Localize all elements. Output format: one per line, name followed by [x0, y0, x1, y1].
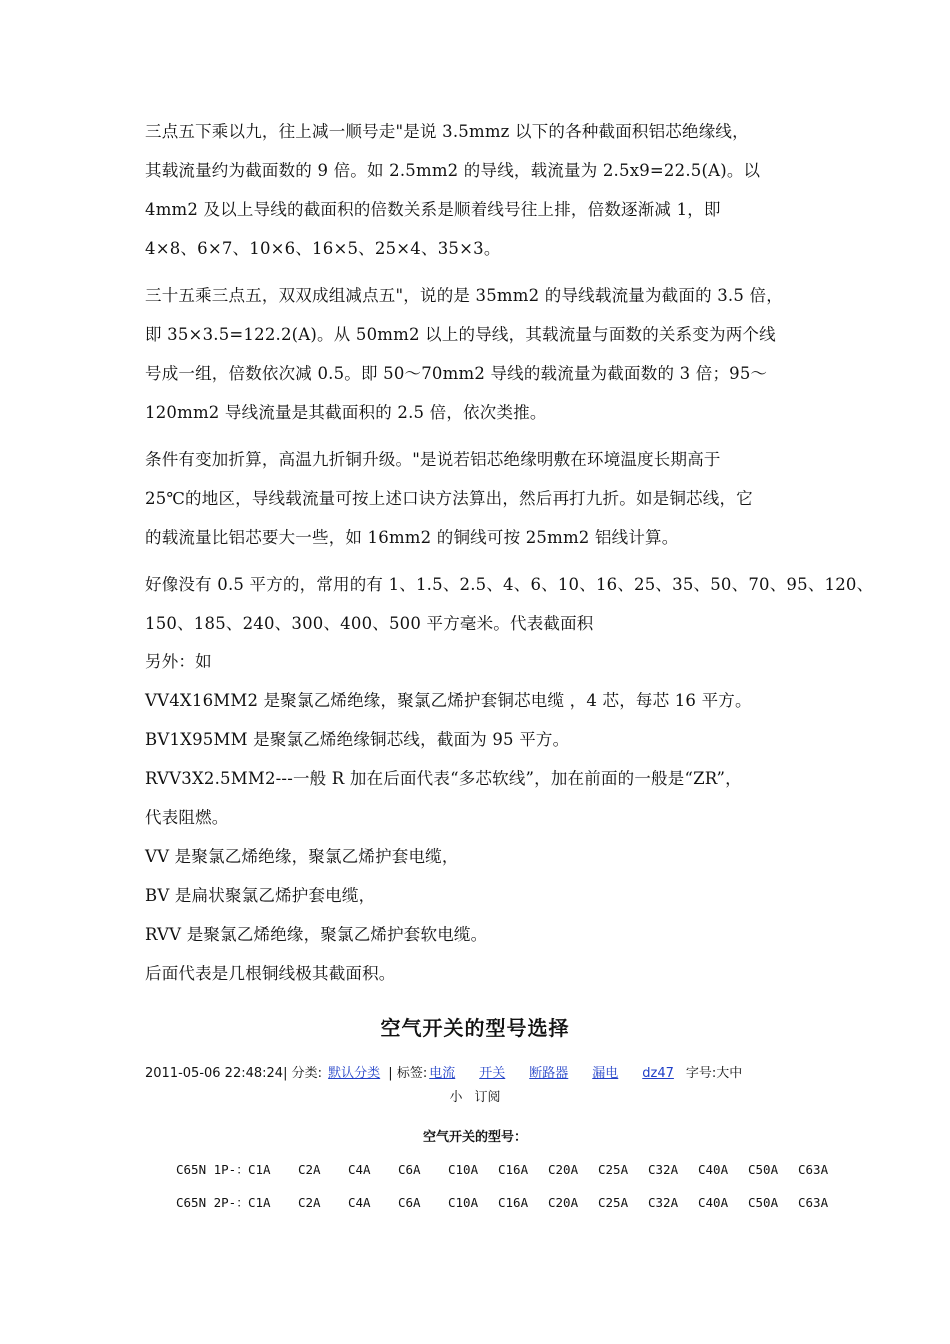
font-size-label: 字号: [685, 1066, 717, 1081]
text-line: 三十五乘三点五，双双成组减点五"，说的是 35mm2 的导线载流量为截面的 3.5 倍， [145, 286, 783, 305]
article-meta [145, 1062, 815, 1086]
model-value: C10A [448, 1162, 479, 1177]
model-value: C16A [498, 1195, 529, 1210]
model-value: C6A [398, 1195, 421, 1210]
tag-link[interactable]: 开关 [479, 1066, 506, 1081]
model-value: C4A [348, 1162, 371, 1177]
category-label: 分类: [291, 1066, 322, 1081]
text-line: 条件有变加折算，高温九折铜升级。"是说若铝芯绝缘明敷在环境温度长期高于 [145, 450, 721, 469]
model-value: C32A [648, 1162, 679, 1177]
post-date: 2011-05-06 22:48:24| [145, 1066, 288, 1081]
model-value: C20A [548, 1195, 579, 1210]
model-value: C40A [698, 1195, 729, 1210]
tag-link[interactable]: 电流 [429, 1066, 456, 1081]
article-body [145, 112, 874, 993]
text-line: VV4X16MM2 是聚氯乙烯绝缘，聚氯乙烯护套铜芯电缆 ，4 芯，每芯 16 平方。 [145, 691, 752, 710]
subscribe-link[interactable]: 订阅 [474, 1090, 501, 1105]
text-line: 的载流量比铝芯要大一些，如 16mm2 的铜线可按 25mm2 铝线计算。 [145, 528, 679, 547]
models-heading: 空气开关的型号： [422, 1130, 527, 1145]
article-meta-continued [0, 1088, 950, 1108]
tags-label: 标签: [396, 1066, 428, 1081]
model-value: C10A [448, 1195, 479, 1210]
model-value: C20A [548, 1162, 579, 1177]
model-value: C4A [348, 1195, 371, 1210]
model-value: C16A [498, 1162, 529, 1177]
model-prefix: C65N 2P-： [176, 1195, 249, 1210]
text-line: 4mm2 及以上导线的截面积的倍数关系是顺着线号往上排，倍数逐渐减 1，即 [145, 200, 721, 219]
text-line: 其载流量约为截面数的 9 倍。如 2.5mm2 的导线，载流量为 2.5x9=22.5(A)。以 [145, 161, 761, 180]
model-value: C1A [248, 1195, 271, 1210]
text-line: 代表阻燃。 [145, 808, 229, 827]
text-line: 25℃的地区，导线载流量可按上述口诀方法算出，然后再打九折。如是铜芯线，它 [145, 489, 753, 508]
text-line: BV 是扁状聚氯乙烯护套电缆， [145, 886, 376, 905]
font-size-small-option[interactable]: 小 [449, 1090, 463, 1105]
article-title: 空气开关的型号选择 [380, 1016, 570, 1040]
model-value: C50A [748, 1195, 779, 1210]
text-line: 号成一组，倍数依次减 0.5。即 50～70mm2 导线的载流量为截面数的 3 倍；95～ [145, 364, 768, 383]
paragraph-large-wire [145, 276, 825, 432]
text-line: 后面代表是几根铜线极其截面积。 [145, 964, 396, 983]
paragraph-common-sizes [145, 565, 874, 643]
model-value: C32A [648, 1195, 679, 1210]
text-line: RVV 是聚氯乙烯绝缘，聚氯乙烯护套软电缆。 [145, 925, 488, 944]
text-line: 即 35×3.5=122.2(A)。从 50mm2 以上的导线，其载流量与面数的关系变为两个线 [145, 325, 776, 344]
font-size-large-option[interactable]: 大 [716, 1066, 730, 1081]
model-prefix: C65N 1P-： [176, 1162, 249, 1177]
tag-link[interactable]: 断路器 [529, 1066, 569, 1081]
text-line: 4×8、6×7、10×6、16×5、25×4、35×3。 [145, 239, 501, 258]
text-line: 好像没有 0.5 平方的，常用的有 1、1.5、2.5、4、6、10、16、25、35、50、70、95、120、 [145, 575, 874, 594]
model-value: C40A [698, 1162, 729, 1177]
category-link[interactable]: 默认分类 [328, 1066, 381, 1081]
paragraph-temperature [145, 440, 825, 557]
text-line: 另外：如 [145, 652, 212, 671]
separator: | [388, 1066, 393, 1081]
model-value: C63A [798, 1195, 829, 1210]
text-line: 三点五下乘以九，往上减一顺号走"是说 3.5mmz 以下的各种截面积铝芯绝缘线， [145, 122, 749, 141]
tag-link[interactable]: 漏电 [592, 1066, 619, 1081]
model-value: C25A [598, 1195, 629, 1210]
text-line: VV 是聚氯乙烯绝缘，聚氯乙烯护套电缆， [145, 847, 459, 866]
model-value: C2A [298, 1195, 321, 1210]
model-row-1p [176, 1160, 848, 1178]
cable-notes [145, 642, 825, 993]
tag-link[interactable]: dz47 [642, 1066, 674, 1081]
model-value: C6A [398, 1162, 421, 1177]
model-value: C2A [298, 1162, 321, 1177]
model-value: C50A [748, 1162, 779, 1177]
paragraph-small-wire [145, 112, 825, 268]
text-line: 120mm2 导线流量是其截面积的 2.5 倍，依次类推。 [145, 403, 547, 422]
model-value: C25A [598, 1162, 629, 1177]
text-line: RVV3X2.5MM2---一般 R 加在后面代表“多芯软线”，加在前面的一般是“ZR”， [145, 769, 742, 788]
model-value: C63A [798, 1162, 829, 1177]
font-size-medium-option[interactable]: 中 [729, 1066, 743, 1081]
text-line: BV1X95MM 是聚氯乙烯绝缘铜芯线，截面为 95 平方。 [145, 730, 570, 749]
text-line: 150、185、240、300、400、500 平方毫米。代表截面积 [145, 614, 594, 633]
model-row-2p [176, 1193, 848, 1211]
model-value: C1A [248, 1162, 271, 1177]
